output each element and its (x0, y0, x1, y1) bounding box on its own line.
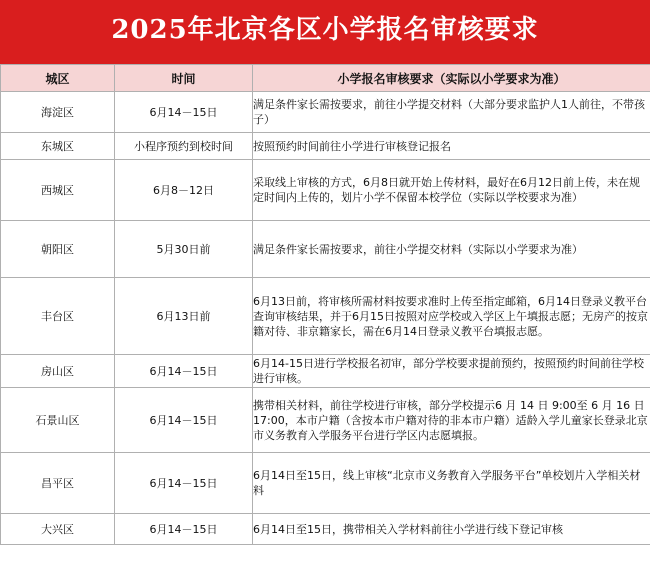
district-cell: 石景山区 (1, 388, 115, 453)
requirement-cell: 满足条件家长需按要求，前往小学提交材料（实际以小学要求为准） (253, 221, 650, 278)
district-cell: 昌平区 (1, 453, 115, 514)
requirement-cell: 6月13日前，将审核所需材料按要求准时上传至指定邮箱，6月14日登录义教平台查询审核结果，并于6月15日按照对应学校或入学区上午填报志愿；无房产的按京籍对待、非京籍家长，需在6月14日登录义教平台填报志愿。 (253, 278, 650, 355)
district-cell: 丰台区 (1, 278, 115, 355)
table-header-row (1, 65, 650, 92)
district-cell: 海淀区 (1, 92, 115, 133)
time-cell: 6月14－15日 (115, 514, 253, 545)
requirement-cell: 采取线上审核的方式，6月8日就开始上传材料，最好在6月12日前上传，未在规定时间内上传的，划片小学不保留本校学位（实际以学校要求为准） (253, 160, 650, 221)
time-cell: 6月14－15日 (115, 92, 253, 133)
header-time: 时间 (115, 65, 253, 92)
time-cell: 小程序预约到校时间 (115, 133, 253, 160)
district-cell: 大兴区 (1, 514, 115, 545)
page-title: 2025年北京各区小学报名审核要求 (0, 0, 650, 64)
table-row (1, 355, 650, 388)
time-cell: 6月14－15日 (115, 355, 253, 388)
table-row (1, 221, 650, 278)
header-requirement: 小学报名审核要求（实际以小学要求为准） (253, 65, 650, 92)
district-cell: 房山区 (1, 355, 115, 388)
requirement-cell: 携带相关材料，前往学校进行审核，部分学校提示6 月 14 日 9:00至 6 月 16 日 17:00，本市户籍（含按本市户籍对待的非本市户籍）适龄入学儿童家长登录北京市义务教育入学服务平台进行学区内志愿填报。 (253, 388, 650, 453)
table-row (1, 514, 650, 545)
requirement-cell: 6月14日至15日，线上审核“北京市义务教育入学服务平台”单校划片入学相关材料 (253, 453, 650, 514)
time-cell: 6月14－15日 (115, 388, 253, 453)
requirement-cell: 6月14-15日进行学校报名初审，部分学校要求提前预约，按照预约时间前往学校进行审核。 (253, 355, 650, 388)
time-cell: 6月8－12日 (115, 160, 253, 221)
time-cell: 6月13日前 (115, 278, 253, 355)
requirement-cell: 满足条件家长需按要求，前往小学提交材料（大部分要求监护人1人前往，不带孩子） (253, 92, 650, 133)
header-district: 城区 (1, 65, 115, 92)
table-row (1, 160, 650, 221)
time-cell: 6月14－15日 (115, 453, 253, 514)
time-cell: 5月30日前 (115, 221, 253, 278)
requirement-cell: 按照预约时间前往小学进行审核登记报名 (253, 133, 650, 160)
table-row (1, 453, 650, 514)
table-row (1, 133, 650, 160)
table-row (1, 92, 650, 133)
table-row (1, 388, 650, 453)
requirement-cell: 6月14日至15日，携带相关入学材料前往小学进行线下登记审核 (253, 514, 650, 545)
district-cell: 西城区 (1, 160, 115, 221)
table-row (1, 278, 650, 355)
district-cell: 东城区 (1, 133, 115, 160)
district-cell: 朝阳区 (1, 221, 115, 278)
requirements-table (0, 64, 650, 545)
